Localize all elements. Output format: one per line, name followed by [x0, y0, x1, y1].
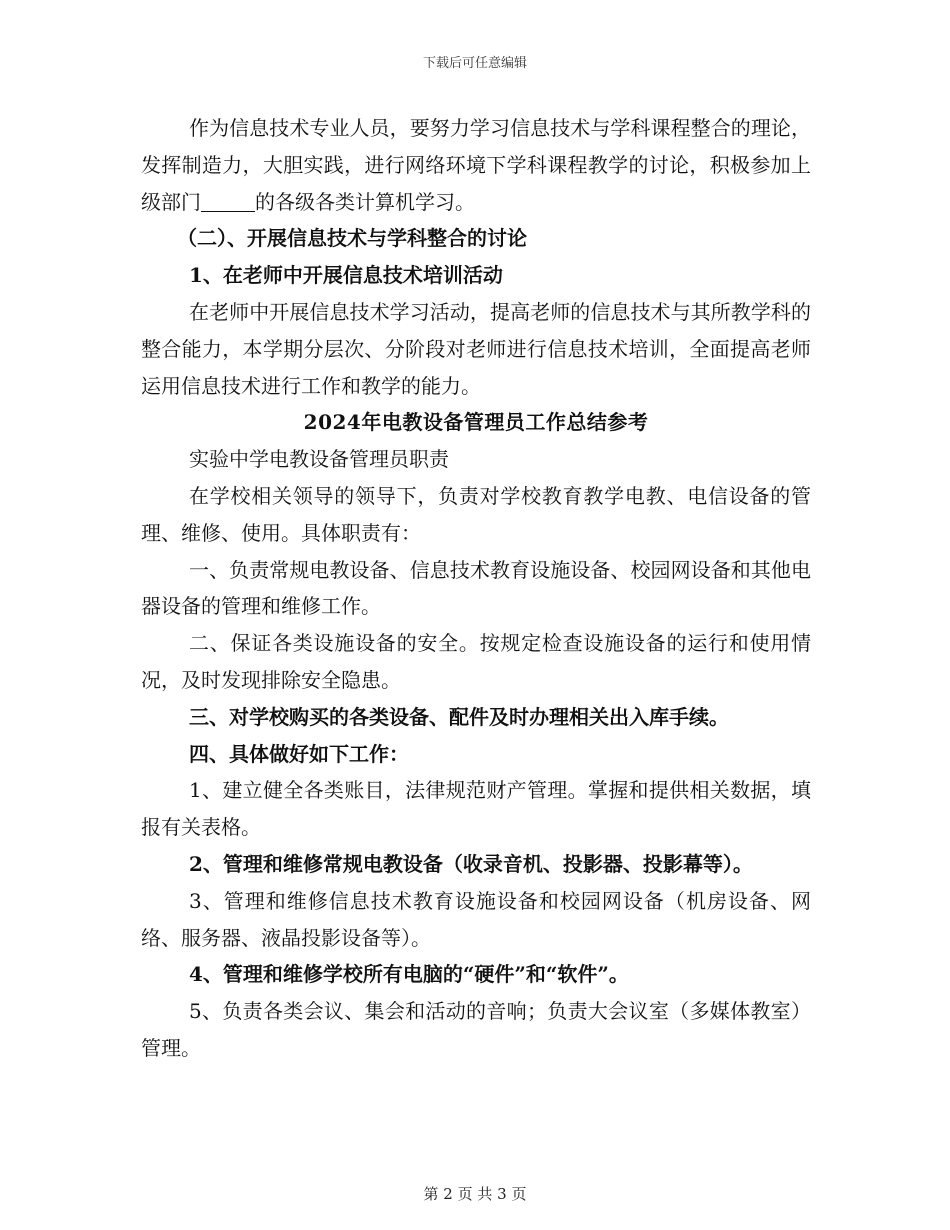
paragraph-text: 的各级各类计算机学习。: [255, 189, 475, 214]
document-body: [141, 110, 811, 1067]
duty-item-1: 一、负责常规电教设备、信息技术教育设施设备、校园网设备和其他电器设备的管理和维修工作。: [141, 557, 811, 619]
task-item-3: 3、管理和维修信息技术教育设施设备和校园网设备（机房设备、网络、服务器、液晶投影设备等）。: [141, 888, 811, 950]
document-subtitle: 实验中学电教设备管理员职责: [189, 447, 449, 472]
paragraph-teacher-training: 在老师中开展信息技术学习活动，提高老师的信息技术与其所教学科的整合能力，本学期分层次、分阶段对老师进行信息技术培训，全面提高老师运用信息技术进行工作和教学的能力。: [141, 299, 811, 398]
task-item-1: 1、建立健全各类账目，法律规范财产管理。掌握和提供相关数据，填报有关表格。: [141, 778, 811, 840]
paragraph-responsibility-intro: 在学校相关领导的领导下，负责对学校教育教学电教、电信设备的管理、维修、使用。具体职责有：: [141, 483, 811, 545]
page-number: 第 2 页 共 3 页: [423, 1185, 527, 1203]
duty-item-3: 三、对学校购买的各类设备、配件及时办理相关出入库手续。: [189, 704, 729, 729]
section-heading: （二）、开展信息技术与学科整合的讨论: [177, 226, 527, 251]
duty-item-2: 二、保证各类设施设备的安全。按规定检查设施设备的运行和使用情况，及时发现排除安全隐患。: [141, 631, 811, 692]
item-heading: 1、在老师中开展信息技术培训活动: [189, 263, 503, 288]
task-item-4: 4、管理和维修学校所有电脑的“硬件”和“软件”。: [189, 962, 629, 987]
task-item-5: 5、负责各类会议、集会和活动的音响；负责大会议室（多媒体教室）管理。: [141, 999, 811, 1060]
document-title: 2024年电教设备管理员工作总结参考: [303, 410, 649, 435]
duty-item-4: 四、具体做好如下工作：: [189, 741, 409, 766]
paragraph-training-intro: [141, 110, 811, 220]
task-item-2: 2、管理和维修常规电教设备（收录音机、投影器、投影幕等）。: [189, 851, 753, 876]
blank-underline: [201, 191, 255, 212]
header-note: 下载后可任意编辑: [422, 56, 527, 71]
paragraph-text: 作为信息技术专业人员，要努力学习信息技术与学科课程整合的理论，发挥制造力，大胆实践，进行网络环境下学科课程教学的讨论，积极参加上级部门: [141, 116, 811, 214]
